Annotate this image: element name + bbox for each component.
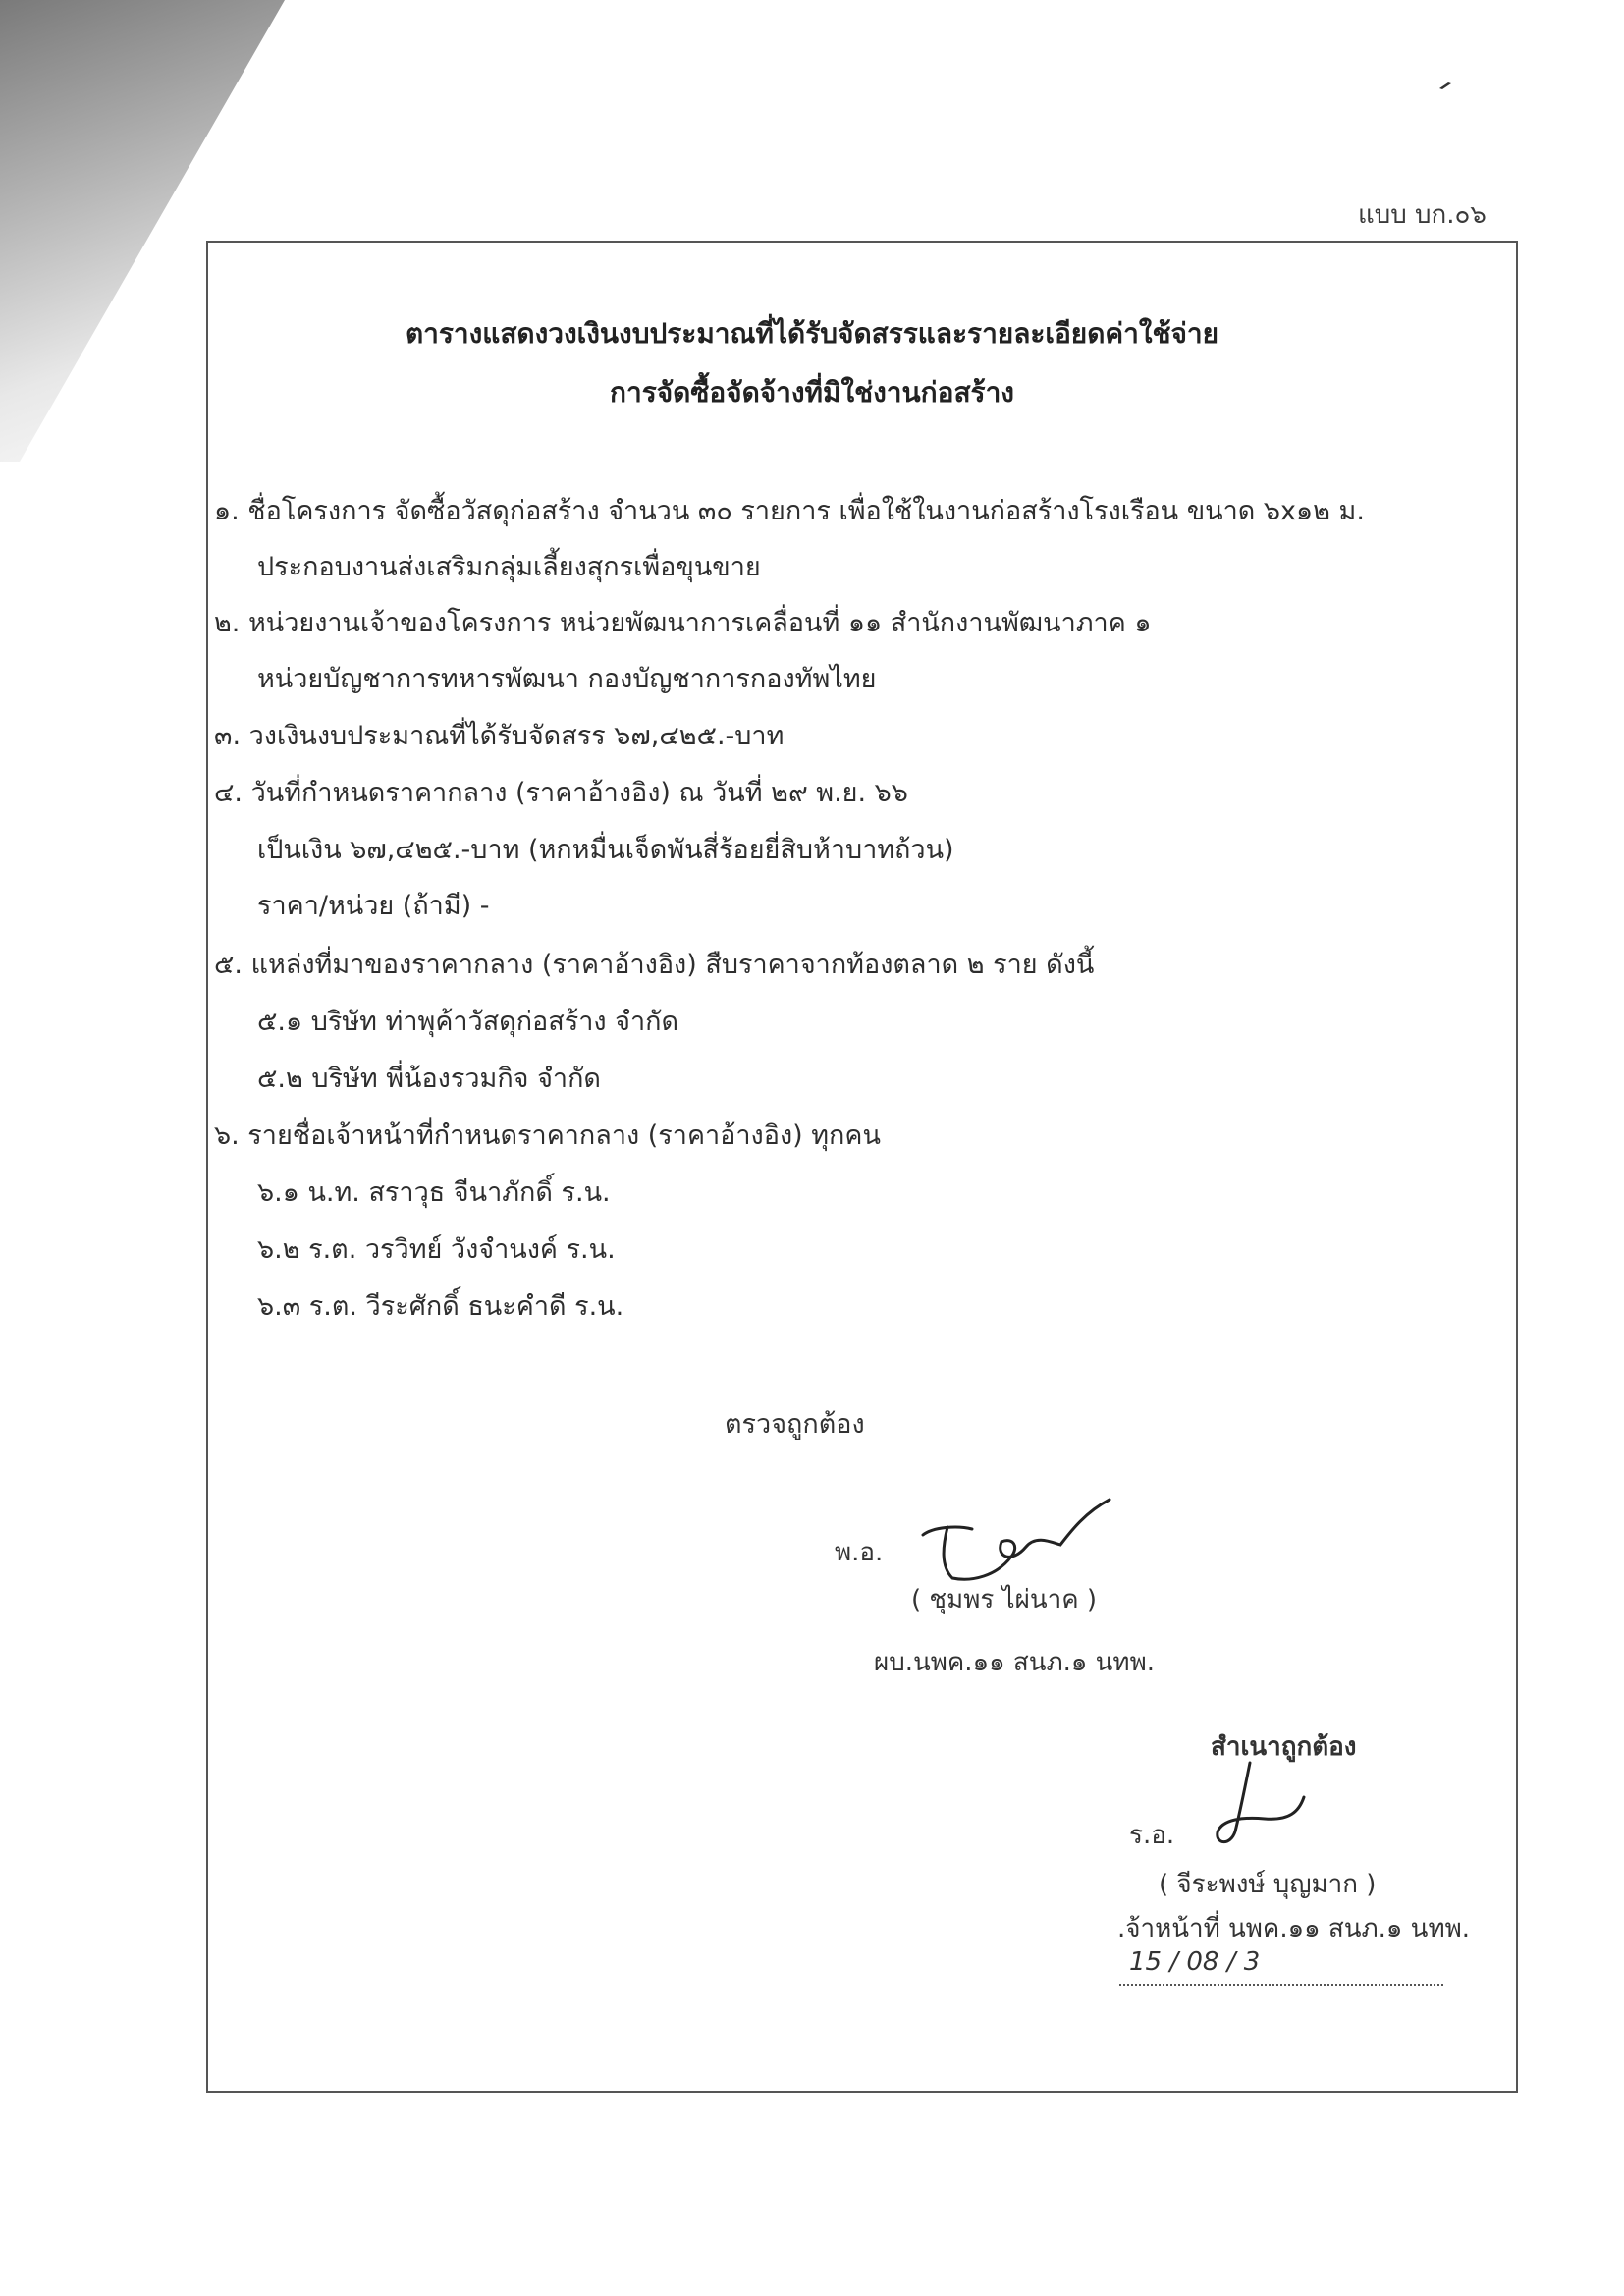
item-1-project-name: ๑. ชื่อโครงการ จัดซื้อวัสดุก่อสร้าง จำนวน ๓๐ รายการ เพื่อใช้ในงานก่อสร้างโรงเรือน ขนาด ๖x๑๒ ม.: [214, 496, 1365, 526]
commander-position: ผบ.นพค.๑๑ สนภ.๑ นทพ.: [874, 1648, 1155, 1677]
item-6-officers: ๖. รายชื่อเจ้าหน้าที่กำหนดราคากลาง (ราคาอ้างอิง) ทุกคน: [214, 1121, 881, 1151]
item-5-price-sources: ๕. แหล่งที่มาของราคากลาง (ราคาอ้างอิง) สืบราคาจากท้องตลาด ๒ ราย ดังนี้: [214, 950, 1095, 980]
document-title-line-2: การจัดซื้อจัดจ้างที่มิใช่งานก่อสร้าง: [610, 376, 1014, 409]
scan-speck-mark: [1438, 81, 1452, 90]
item-6-officer-2: ๖.๒ ร.ต. วรวิทย์ วังจำนงค์ ร.น.: [257, 1234, 616, 1265]
item-4-price-date: ๔. วันที่กำหนดราคากลาง (ราคาอ้างอิง) ณ วันที่ ๒๙ พ.ย. ๖๖: [214, 778, 908, 808]
item-1-project-name-cont: ประกอบงานส่งเสริมกลุ่มเลี้ยงสุกรเพื่อขุนขาย: [257, 552, 761, 582]
item-2-owner-unit: ๒. หน่วยงานเจ้าของโครงการ หน่วยพัฒนาการเคลื่อนที่ ๑๑ สำนักงานพัฒนาภาค ๑: [214, 608, 1152, 638]
item-6-officer-3: ๖.๓ ร.ต. วีระศักดิ์ ธนะคำดี ร.น.: [257, 1291, 624, 1322]
item-4-unit-price: ราคา/หน่วย (ถ้ามี) -: [257, 891, 490, 921]
certifier-signature: [1206, 1758, 1324, 1856]
item-2-owner-unit-cont: หน่วยบัญชาการทหารพัฒนา กองบัญชาการกองทัพไทย: [257, 664, 877, 694]
item-5-source-2: ๕.๒ บริษัท พี่น้องรวมกิจ จำกัด: [257, 1064, 601, 1094]
item-3-budget: ๓. วงเงินงบประมาณที่ได้รับจัดสรร ๖๗,๔๒๕.-บาท: [214, 721, 785, 751]
certified-copy-label: สำเนาถูกต้อง: [1211, 1732, 1357, 1762]
commander-name: ( ชุมพร ไผ่นาค ): [911, 1585, 1098, 1614]
form-code: แบบ บก.๐๖: [1358, 200, 1487, 230]
verified-label: ตรวจถูกต้อง: [725, 1409, 865, 1440]
certifier-rank: ร.อ.: [1129, 1821, 1175, 1850]
certifier-position: .จ้าหน้าที่ นพค.๑๑ สนภ.๑ นทพ.: [1117, 1914, 1470, 1943]
certifier-name: ( จีระพงษ์ บุญมาก ): [1159, 1870, 1377, 1899]
item-5-source-1: ๕.๑ บริษัท ท่าพุค้าวัสดุก่อสร้าง จำกัด: [257, 1007, 679, 1037]
commander-rank: พ.อ.: [835, 1538, 884, 1567]
item-4-amount: เป็นเงิน ๖๗,๔๒๕.-บาท (หกหมื่นเจ็ดพันสี่ร้อยยี่สิบห้าบาทถ้วน): [257, 835, 954, 865]
item-6-officer-1: ๖.๑ น.ท. สราวุธ จีนาภักดิ์ ร.น.: [257, 1177, 611, 1208]
certification-date: 15 / 08 / 3: [1129, 1947, 1261, 1977]
date-dotted-line: [1119, 1984, 1443, 1986]
document-title-line-1: ตารางแสดงวงเงินงบประมาณที่ได้รับจัดสรรและรายละเอียดค่าใช้จ่าย: [405, 317, 1219, 350]
